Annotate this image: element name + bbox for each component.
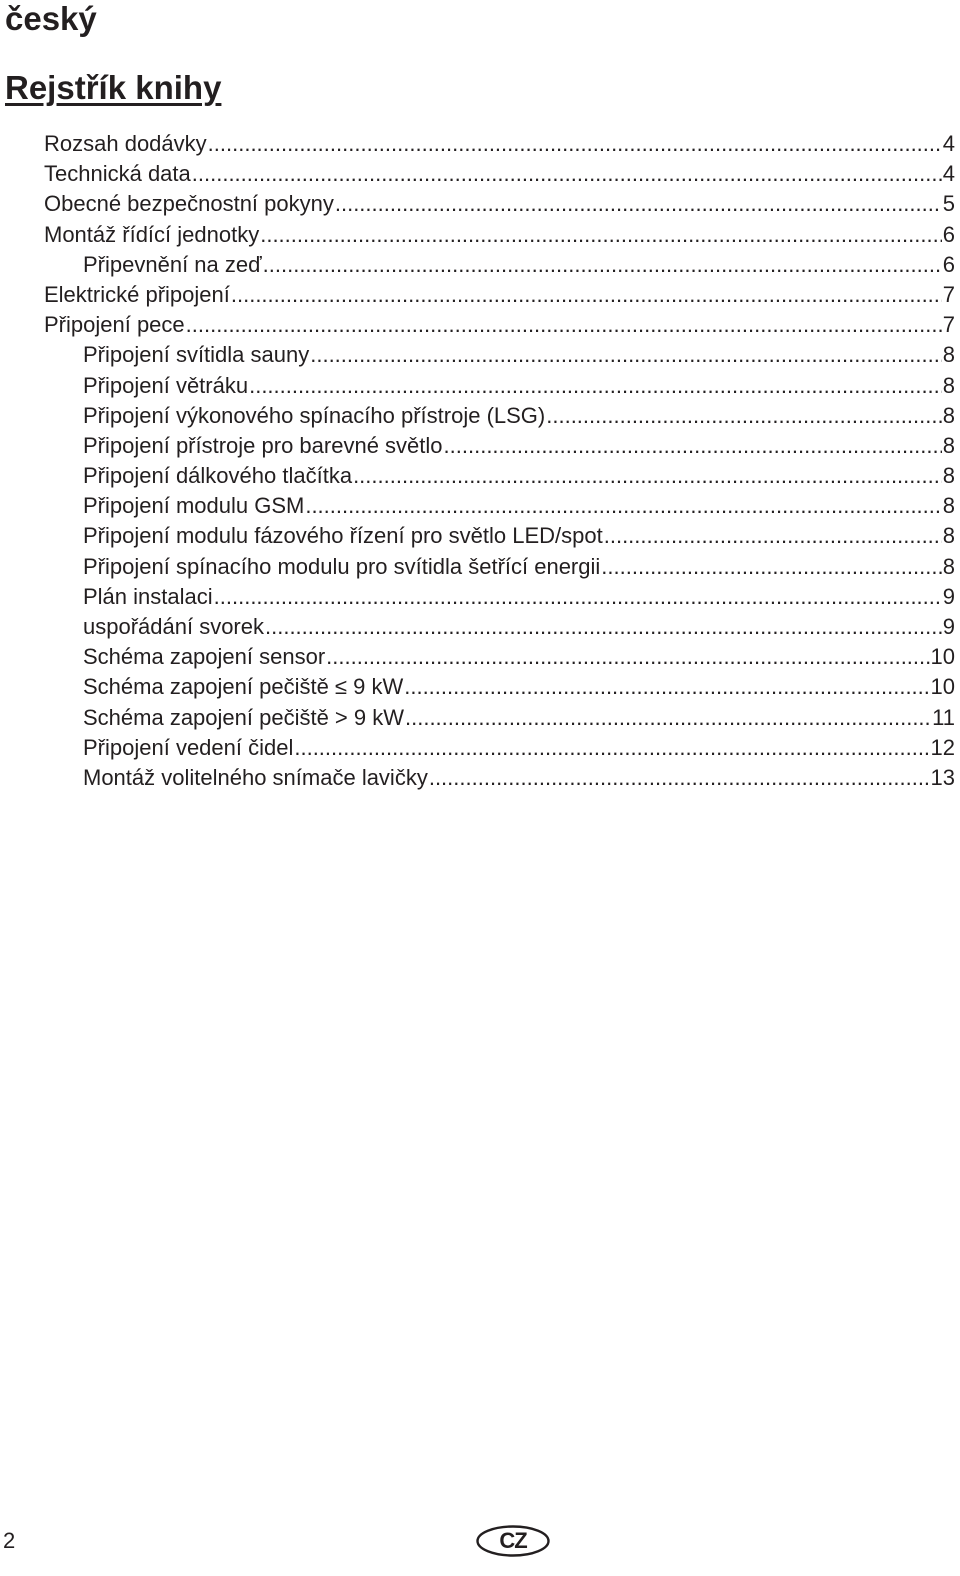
toc-entry-title: Připojení vedení čidel: [83, 734, 294, 760]
toc-dot-leader: [231, 280, 942, 310]
toc-dot-leader: [326, 642, 929, 672]
toc-dot-leader: [429, 763, 930, 793]
toc-entry-title: Montáž řídící jednotky: [44, 221, 260, 247]
toc-entry-page: 6: [942, 251, 955, 277]
page-number: 2: [3, 1528, 16, 1553]
toc-dot-leader: [405, 703, 931, 733]
toc-entry-title: Připojení spínacího modulu pro svítidla šetřící energii: [83, 553, 601, 579]
country-code: CZ: [499, 1528, 527, 1553]
toc-entry[interactable]: [44, 129, 955, 159]
toc-title: Rejstřík knihy: [5, 69, 222, 106]
toc-entry-page: 5: [942, 191, 955, 217]
toc-dot-leader: [208, 129, 942, 159]
toc-entry-page: 7: [942, 281, 955, 307]
toc-entry[interactable]: [44, 612, 955, 642]
toc-entry-page: 8: [942, 493, 955, 519]
toc-entry-title: Připojení výkonového spínacího přístroje (LSG): [83, 402, 546, 428]
toc-entry[interactable]: [44, 491, 955, 521]
toc-dot-leader: [404, 672, 929, 702]
toc-entry[interactable]: [44, 220, 955, 250]
toc-entry[interactable]: [44, 310, 955, 340]
toc-entry-title: uspořádání svorek: [83, 614, 264, 639]
toc-entry[interactable]: [44, 250, 955, 280]
toc-entry-title: Připojení přístroje pro barevné světlo: [83, 432, 443, 458]
toc-entry-title: Plán instalaci: [83, 583, 213, 609]
toc-entry-page: 8: [942, 523, 955, 549]
toc-entry[interactable]: [44, 642, 955, 672]
toc-entry[interactable]: [44, 401, 955, 431]
toc-entry[interactable]: [44, 733, 955, 763]
toc-entry-page: 8: [942, 463, 955, 489]
toc-entry-title: Schéma zapojení pečiště ≤ 9 kW: [83, 674, 404, 700]
toc-dot-leader: [265, 612, 942, 642]
toc-entry-title: Připojení pece: [44, 312, 185, 338]
toc-entry[interactable]: [44, 672, 955, 702]
toc-entry-page: 7: [942, 312, 955, 338]
toc-entry-page: 11: [932, 704, 955, 730]
toc-entry-page: 9: [942, 614, 955, 639]
toc-entry-page: 8: [942, 372, 955, 398]
toc-entry-title: Montáž volitelného snímače lavičky: [83, 764, 428, 790]
toc-entry-page: 8: [942, 432, 955, 458]
toc-entry[interactable]: [44, 371, 955, 401]
toc-entry-title: Technická data: [44, 161, 191, 187]
toc-entry[interactable]: [44, 703, 955, 733]
toc-dot-leader: [294, 733, 929, 763]
toc-entry-page: 8: [942, 402, 955, 428]
toc-entry-page: 6: [942, 221, 955, 247]
toc-entry-title: Rozsah dodávky: [44, 131, 207, 156]
toc-entry-page: 12: [930, 734, 955, 760]
toc-entry-title: Obecné bezpečnostní pokyny: [44, 191, 334, 217]
toc-entry[interactable]: [44, 763, 955, 793]
toc-dot-leader: [546, 401, 942, 431]
toc-dot-leader: [263, 250, 942, 280]
toc-dot-leader: [444, 431, 942, 461]
toc-entry-title: Schéma zapojení sensor: [83, 644, 326, 670]
toc-entry-title: Připojení modulu fázového řízení pro světlo LED/spot: [83, 523, 603, 549]
toc-entry[interactable]: [44, 521, 955, 551]
toc-dot-leader: [249, 371, 942, 401]
toc-dot-leader: [335, 189, 942, 219]
toc-entry-title: Připojení větráku: [83, 372, 249, 398]
toc-entry[interactable]: [44, 189, 955, 219]
toc-dot-leader: [601, 552, 941, 582]
table-of-contents: [44, 129, 955, 793]
toc-entry-title: Schéma zapojení pečiště > 9 kW: [83, 704, 404, 730]
language-label: český: [5, 0, 97, 37]
toc-entry-page: 8: [942, 553, 955, 579]
toc-dot-leader: [305, 491, 941, 521]
toc-dot-leader: [192, 159, 942, 189]
toc-entry[interactable]: [44, 582, 955, 612]
toc-entry-title: Připojení svítidla sauny: [83, 342, 310, 368]
toc-entry-page: 4: [942, 131, 955, 156]
toc-dot-leader: [260, 220, 942, 250]
toc-entry[interactable]: [44, 159, 955, 189]
toc-dot-leader: [353, 461, 942, 491]
toc-entry-page: 8: [942, 342, 955, 368]
toc-entry[interactable]: [44, 552, 955, 582]
toc-entry-title: Připojení dálkového tlačítka: [83, 463, 353, 489]
toc-entry-page: 9: [942, 583, 955, 609]
toc-entry[interactable]: [44, 280, 955, 310]
toc-dot-leader: [186, 310, 942, 340]
toc-entry[interactable]: [44, 431, 955, 461]
toc-entry[interactable]: [44, 340, 955, 370]
toc-dot-leader: [214, 582, 942, 612]
toc-dot-leader: [310, 340, 942, 370]
toc-entry-page: 10: [930, 674, 955, 700]
toc-entry-page: 4: [942, 161, 955, 187]
toc-entry-page: 13: [930, 764, 955, 790]
toc-dot-leader: [604, 521, 942, 551]
toc-entry-title: Připevnění na zeď: [83, 251, 262, 277]
toc-entry[interactable]: [44, 461, 955, 491]
toc-entry-title: Připojení modulu GSM: [83, 493, 305, 519]
toc-entry-title: Elektrické připojení: [44, 281, 230, 307]
country-badge: [476, 1525, 550, 1557]
toc-entry-page: 10: [930, 644, 955, 670]
